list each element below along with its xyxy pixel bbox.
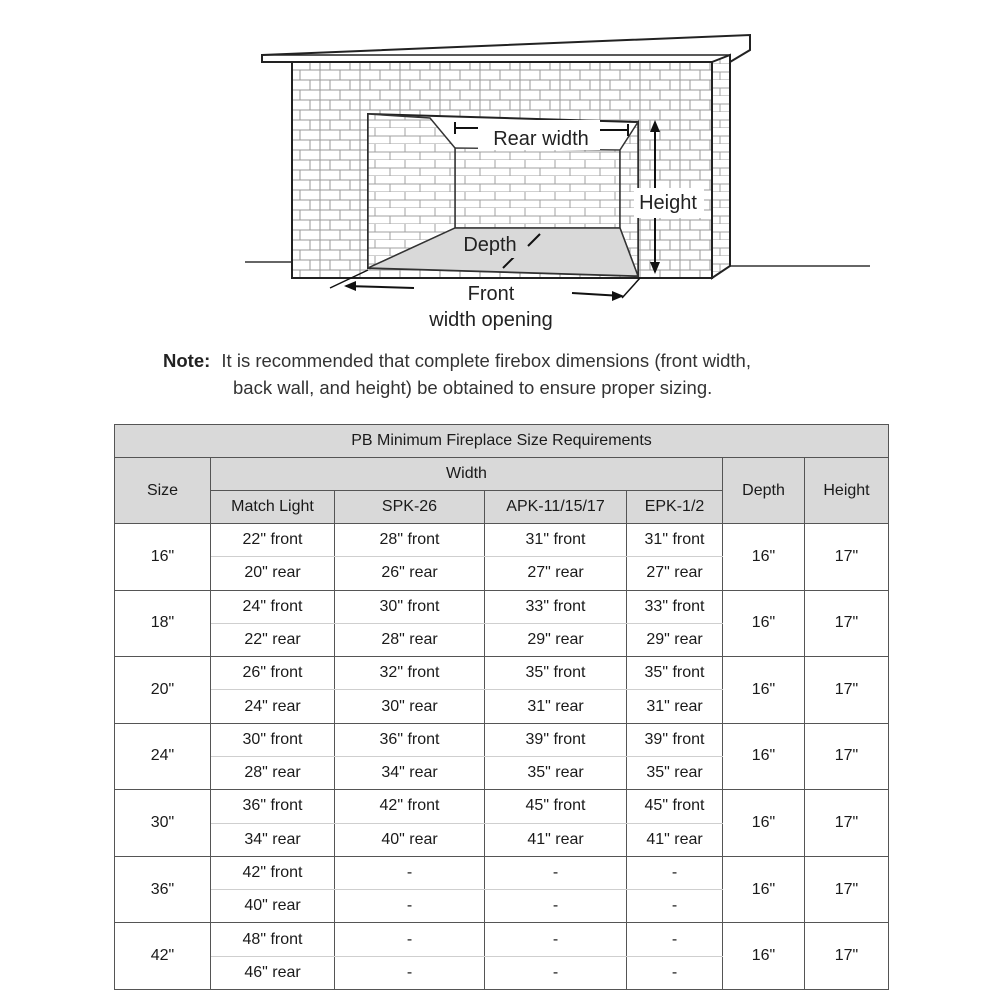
firebox-back-wall: [455, 148, 620, 228]
rear-width-cell: 20" rear: [211, 557, 335, 590]
depth-header: Depth: [723, 458, 805, 524]
size-cell: 24": [115, 723, 211, 790]
rear-width-cell: 40" rear: [211, 890, 335, 923]
rear-width-cell: 26" rear: [335, 557, 485, 590]
rear-width-cell: 31" rear: [627, 690, 723, 723]
table-row-front: [115, 657, 889, 690]
note-text: [163, 347, 923, 401]
front-width-cell: 31" front: [485, 524, 627, 557]
rear-width-cell: 29" rear: [485, 623, 627, 656]
front-width-cell: -: [627, 923, 723, 956]
rear-width-cell: 34" rear: [211, 823, 335, 856]
rear-width-cell: -: [485, 890, 627, 923]
front-width-cell: 35" front: [485, 657, 627, 690]
epk-header: EPK-1/2: [627, 491, 723, 524]
size-cell: 30": [115, 790, 211, 857]
apk-header: APK-11/15/17: [485, 491, 627, 524]
rear-width-cell: 40" rear: [335, 823, 485, 856]
front-width-label-2: width opening: [429, 309, 553, 331]
front-width-cell: 36" front: [211, 790, 335, 823]
mantel: [262, 35, 750, 62]
front-width-cell: -: [627, 856, 723, 889]
rear-width-cell: 27" rear: [485, 557, 627, 590]
rear-width-cell: 31" rear: [485, 690, 627, 723]
size-cell: 20": [115, 657, 211, 724]
match-light-header: Match Light: [211, 491, 335, 524]
front-width-cell: 45" front: [485, 790, 627, 823]
front-width-cell: 28" front: [335, 524, 485, 557]
front-width-cell: 26" front: [211, 657, 335, 690]
table-row-front: [115, 723, 889, 756]
size-cell: 42": [115, 923, 211, 990]
front-width-cell: 31" front: [627, 524, 723, 557]
rear-width-cell: -: [485, 956, 627, 989]
size-cell: 16": [115, 524, 211, 591]
table-row-front: [115, 524, 889, 557]
front-width-cell: 42" front: [335, 790, 485, 823]
rear-width-cell: 28" rear: [335, 623, 485, 656]
front-width-cell: 30" front: [335, 590, 485, 623]
front-width-cell: 30" front: [211, 723, 335, 756]
depth-cell: 16": [723, 723, 805, 790]
size-cell: 18": [115, 590, 211, 657]
rear-width-cell: 41" rear: [485, 823, 627, 856]
front-width-cell: 35" front: [627, 657, 723, 690]
rear-width-cell: -: [335, 956, 485, 989]
table-row-front: [115, 790, 889, 823]
front-width-cell: -: [335, 923, 485, 956]
rear-width-cell: 35" rear: [485, 756, 627, 789]
front-width-cell: 42" front: [211, 856, 335, 889]
height-cell: 17": [805, 856, 889, 923]
rear-width-cell: 30" rear: [335, 690, 485, 723]
table-row-front: [115, 923, 889, 956]
rear-width-cell: 29" rear: [627, 623, 723, 656]
front-width-cell: -: [335, 856, 485, 889]
height-cell: 17": [805, 790, 889, 857]
rear-width-cell: 28" rear: [211, 756, 335, 789]
note-label: Note:: [163, 350, 211, 371]
rear-width-cell: -: [627, 956, 723, 989]
front-width-cell: -: [485, 923, 627, 956]
table-row-front: [115, 856, 889, 889]
height-label: Height: [639, 192, 697, 214]
fireplace-diagram: [0, 0, 1000, 340]
front-width-cell: 22" front: [211, 524, 335, 557]
rear-width-cell: -: [335, 890, 485, 923]
height-cell: 17": [805, 923, 889, 990]
table-title: PB Minimum Fireplace Size Requirements: [115, 425, 889, 458]
front-width-cell: 36" front: [335, 723, 485, 756]
rear-width-cell: 41" rear: [627, 823, 723, 856]
rear-width-cell: -: [627, 890, 723, 923]
rear-width-cell: 24" rear: [211, 690, 335, 723]
width-header: Width: [211, 458, 723, 491]
height-cell: 17": [805, 590, 889, 657]
rear-width-cell: 27" rear: [627, 557, 723, 590]
depth-label: Depth: [463, 234, 517, 256]
front-width-cell: 33" front: [627, 590, 723, 623]
note-line-2: back wall, and height) be obtained to ensure proper sizing.: [233, 377, 713, 398]
front-width-cell: 24" front: [211, 590, 335, 623]
front-width-cell: 48" front: [211, 923, 335, 956]
rear-width-cell: 34" rear: [335, 756, 485, 789]
front-width-cell: -: [485, 856, 627, 889]
table-body: [115, 524, 889, 990]
depth-cell: 16": [723, 657, 805, 724]
front-width-cell: 32" front: [335, 657, 485, 690]
rear-width-cell: 22" rear: [211, 623, 335, 656]
rear-width-label: Rear width: [493, 128, 589, 150]
depth-cell: 16": [723, 590, 805, 657]
front-width-cell: 39" front: [627, 723, 723, 756]
front-width-label-1: Front: [467, 283, 515, 305]
front-width-cell: 39" front: [485, 723, 627, 756]
depth-cell: 16": [723, 856, 805, 923]
rear-width-cell: 35" rear: [627, 756, 723, 789]
brick-side: [712, 55, 730, 278]
height-cell: 17": [805, 723, 889, 790]
front-width-cell: 45" front: [627, 790, 723, 823]
height-cell: 17": [805, 524, 889, 591]
height-cell: 17": [805, 657, 889, 724]
depth-cell: 16": [723, 923, 805, 990]
rear-width-cell: 46" rear: [211, 956, 335, 989]
depth-cell: 16": [723, 524, 805, 591]
height-header: Height: [805, 458, 889, 524]
size-header: Size: [115, 458, 211, 524]
front-width-cell: 33" front: [485, 590, 627, 623]
depth-cell: 16": [723, 790, 805, 857]
size-cell: 36": [115, 856, 211, 923]
spk-header: SPK-26: [335, 491, 485, 524]
table-row-front: [115, 590, 889, 623]
size-requirements-table: [114, 424, 889, 990]
note-line-1: It is recommended that complete firebox dimensions (front width,: [221, 350, 751, 371]
